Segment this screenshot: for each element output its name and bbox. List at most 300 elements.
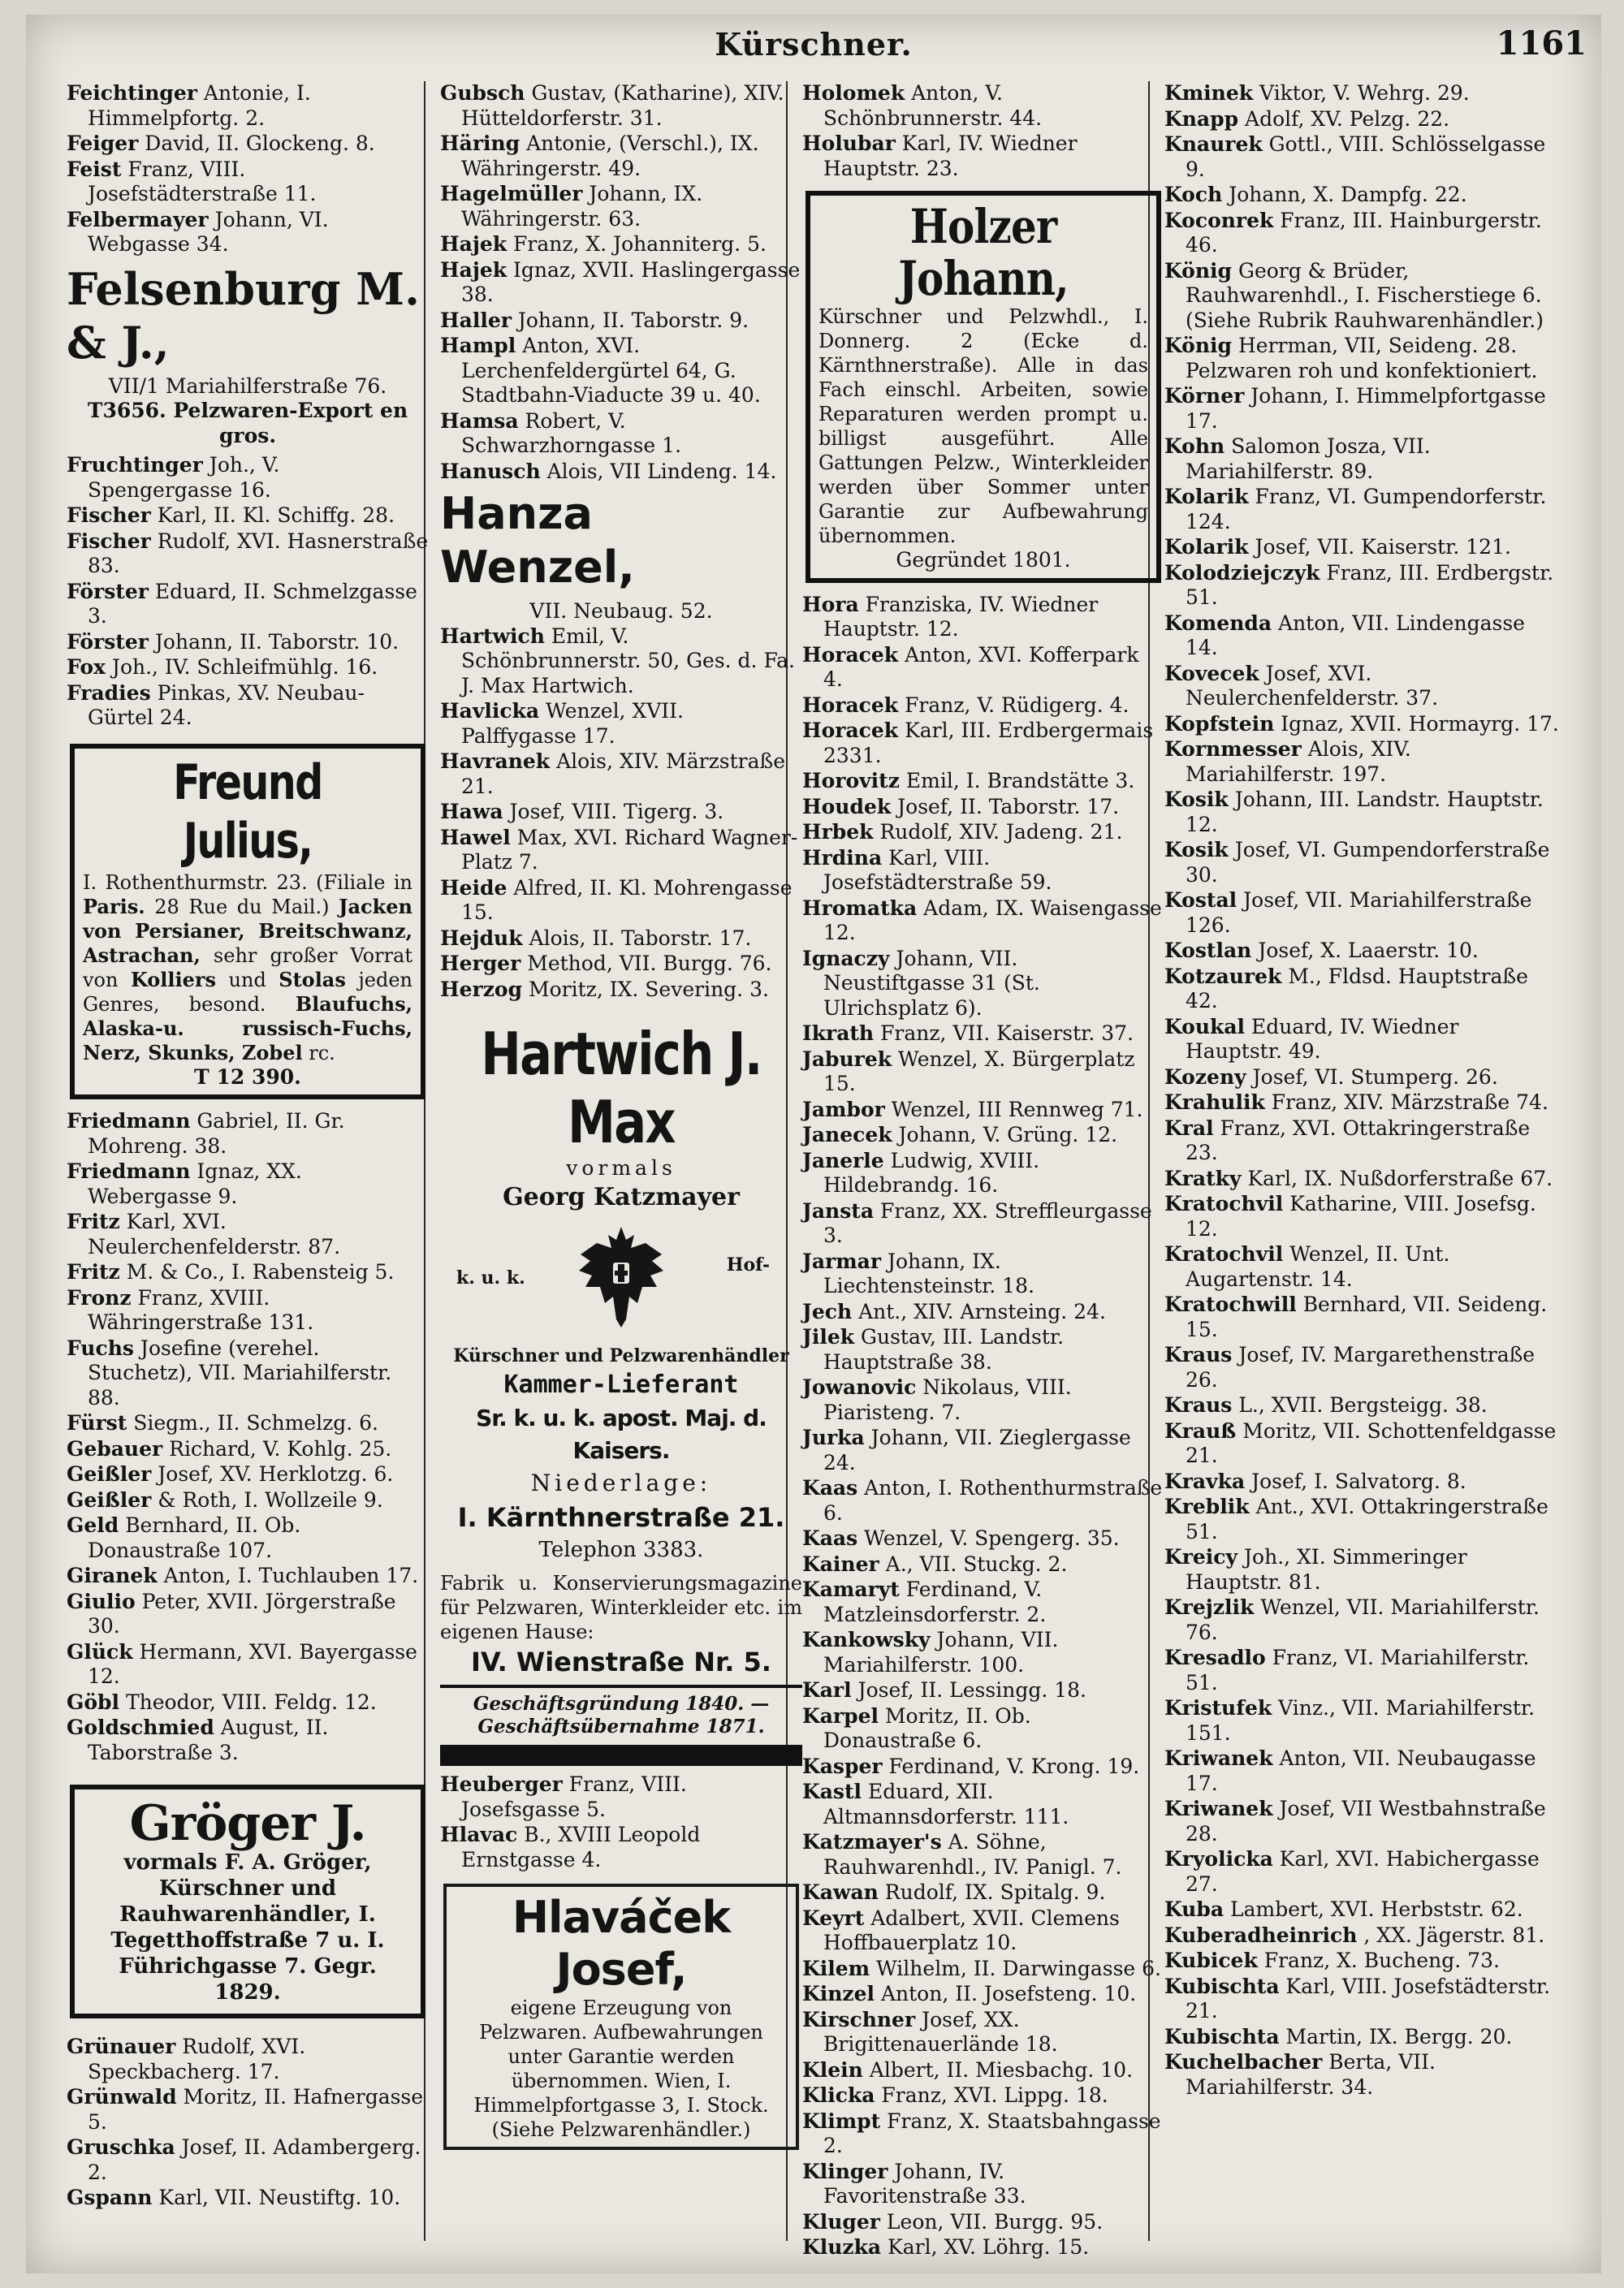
directory-entry [67,1564,429,1589]
entry-name: Katzmayer's [802,1830,942,1854]
entry-address: Karl, VIII. Josefstädterstraße 59. [823,845,1052,894]
entry-name: Grünwald [67,2085,177,2109]
entry-name: Hamsa [440,408,519,433]
entry-name: Kratochvil [1164,1242,1284,1266]
entry-name: Hrdina [802,845,883,870]
entry-name: Jech [802,1299,853,1323]
directory-entry [440,334,802,408]
directory-entry [67,1640,429,1690]
directory-entry [802,2109,1164,2159]
advert-factory: Fabrik u. Konservierungsmagazine für Pelzwaren, Winterkleider etc. im eigenen Hause: [440,1572,802,1643]
directory-entry [67,2186,429,2211]
entry-name: Horacek [802,693,899,717]
directory-entry [802,1755,1164,1780]
entry-list [67,453,429,731]
directory-entry [67,1690,429,1716]
entry-address: Karl, IV. Wiedner Hauptstr. 23. [823,132,1078,180]
directory-entry [67,158,429,207]
directory-entry [802,693,1164,719]
directory-entry [1164,1393,1561,1418]
entry-address: Lambert, XVI. Herbststr. 62. [1230,1897,1523,1921]
entry-address: B., XVIII Leopold Ernstgasse 4. [461,1823,701,1871]
entry-list [440,1772,802,1872]
directory-entry [1164,1167,1561,1192]
entry-name: Jambor [802,1097,885,1121]
entry-name: Jilek [802,1325,855,1349]
advert-title: Hartwich J. Max [481,1020,762,1156]
entry-name: Hrbek [802,820,874,844]
entry-list [67,81,429,257]
entry-name: Kravka [1164,1469,1246,1493]
entry-address: Josef, XV. Herklotzg. 6. [158,1462,394,1486]
directory-entry [440,926,802,952]
directory-entry [1164,259,1561,334]
entry-address: Franz, X. Staatsbahngasse 2. [823,2109,1161,2157]
directory-entry [1164,1646,1561,1695]
entry-address: Johann, IV. Favoritenstraße 33. [823,2159,1026,2208]
advert-factory-address: IV. Wienstraße Nr. 5. [471,1647,771,1677]
entry-address: Johann, II. Taborstr. 10. [154,629,400,654]
directory-entry [440,699,802,749]
entry-address: Josef, XX. Brigittenauerlände 18. [823,2007,1058,2056]
entry-name: Jurka [802,1426,865,1449]
advert-former-owner: Georg Katzmayer [503,1182,740,1211]
entry-name: Karl [802,1678,852,1702]
entry-name: Körner [1164,384,1245,408]
directory-entry [440,460,802,485]
directory-entry [802,719,1164,768]
directory-entry [802,1426,1164,1475]
entry-name: Hampl [440,334,516,357]
directory-entry [440,132,802,181]
directory-entry [440,978,802,1003]
advert-majesty: Sr. k. u. k. apost. Maj. d. Kaisers. [476,1405,767,1464]
entry-address: Rudolf, XIV. Jadeng. 21. [879,820,1123,844]
directory-entry [1164,434,1561,484]
entry-address: Anton, VII. Neubaugasse 17. [1186,1746,1536,1795]
entry-name: Kopfstein [1164,711,1275,736]
entry-name: Kaas [802,1476,858,1500]
column-1 [67,81,429,2212]
page-header [26,15,1601,73]
entry-name: Kluger [802,2209,880,2234]
directory-page [26,15,1601,2273]
entry-name: Kraus [1164,1343,1233,1366]
entry-address: Leon, VII. Burgg. 95. [886,2209,1104,2234]
directory-entry [1164,183,1561,208]
entry-address: Albert, II. Miesbachg. 10. [869,2057,1134,2082]
directory-entry [802,1250,1164,1299]
entry-name: Felbermayer [67,207,209,231]
directory-entry [440,800,802,825]
entry-name: Horacek [802,642,899,667]
entry-address: Rudolf, IX. Spitalg. 9. [884,1880,1106,1904]
entry-name: Jaburek [802,1047,892,1071]
entry-address: Josef, I. Salvatorg. 8. [1251,1469,1466,1493]
directory-entry [1164,611,1561,661]
entry-name: Förster [67,579,149,603]
directory-entry [802,2083,1164,2109]
entry-list [802,81,1164,181]
entry-address: A., VII. Stuckg. 2. [885,1552,1068,1576]
directory-entry [67,655,429,680]
entry-address: Max, XVI. Richard Wagner-Platz 7. [461,825,798,874]
hof-label: Hof- [726,1254,770,1276]
directory-entry [67,580,429,629]
entry-address: Franz, VIII. Josefstädterstraße 11. [88,157,317,205]
directory-entry [1164,1343,1561,1392]
entry-name: Goldschmied [67,1716,214,1739]
entry-address: Joh., XI. Simmeringer Hauptstr. 81. [1186,1545,1467,1594]
directory-entry [1164,1065,1561,1090]
entry-name: Ikrath [802,1021,875,1045]
directory-entry [802,1526,1164,1552]
entry-name: Karpel [802,1703,879,1728]
entry-address: Joh., V. Spengergasse 16. [88,453,280,502]
entry-name: König [1164,334,1233,357]
directory-entry [802,1678,1164,1703]
entry-name: Hajek [440,257,508,282]
entry-address: Bernhard, II. Ob. Donaustraße 107. [88,1513,301,1562]
advert-title: Freund Julius, [173,753,322,870]
advert-title: Gröger J. [129,1795,366,1852]
entry-name: Kubischta [1164,2024,1280,2048]
entry-address: Johann, III. Landstr. Hauptstr. 12. [1186,788,1544,836]
directory-entry [802,81,1164,131]
entry-address: Richard, V. Kohlg. 25. [169,1436,392,1461]
entry-name: Kubicek [1164,1949,1258,1972]
entry-address: August, II. Taborstraße 3. [88,1716,329,1764]
entry-address: Josefine (verehel. Stuchetz), VII. Mariahilferstr. 88. [88,1336,392,1409]
directory-entry [1164,1116,1561,1166]
double-eagle-crest-icon [572,1219,670,1332]
directory-entry [802,896,1164,946]
entry-address: Peter, XVII. Jörgerstraße 30. [88,1589,396,1638]
entry-address: Josef, VI. Stumperg. 26. [1252,1064,1498,1089]
directory-entry [802,643,1164,693]
entry-address: Franz, X. Johanniterg. 5. [513,232,767,256]
directory-entry [67,1109,429,1159]
entry-name: Feist [67,157,122,181]
entry-address: Anton, VII. Lindengasse 14. [1186,611,1525,659]
entry-name: Kratochvil [1164,1192,1284,1215]
directory-entry [1164,132,1561,182]
advert-title: Felsenburg M. & J., [67,262,420,369]
directory-entry [802,846,1164,896]
advert-founded: Geschäftsgründung 1840. — Geschäftsübernahme 1871. [473,1693,770,1738]
advert-phone: T 12 390. [194,1064,301,1089]
entry-name: Havranek [440,749,551,773]
entry-name: Hromatka [802,896,918,920]
advert-title: Hlaváček Josef, [512,1892,731,1995]
entry-name: Kreblik [1164,1495,1250,1518]
entry-name: Kozeny [1164,1064,1246,1089]
advert-hartwich [440,1020,802,1766]
directory-entry [802,1780,1164,1829]
entry-address: Karl, XV. Löhrg. 15. [888,2235,1090,2259]
entry-address: Salomon Josza, VII. Mariahilferstr. 89. [1186,434,1431,483]
entry-name: Janecek [802,1123,892,1146]
entry-name: Fischer [67,503,151,527]
entry-address: Nikolaus, VIII. Piaristeng. 7. [823,1375,1072,1424]
directory-entry [1164,384,1561,434]
directory-entry [1164,1242,1561,1292]
entry-address: Method, VII. Burgg. 76. [527,952,772,975]
entry-address: Herrman, VII, Seideng. 28. Pelzwaren roh und konfektioniert. [1186,334,1538,382]
directory-entry [1164,1470,1561,1495]
entry-address: Moritz, II. Hafnergasse 5. [88,2085,424,2134]
entry-name: Kilem [802,1956,870,1980]
advert-vormals: vormals [566,1156,676,1180]
entry-address: Johann, II. Taborstr. 9. [517,308,749,332]
directory-entry [802,795,1164,820]
directory-entry [440,876,802,926]
directory-entry [802,1880,1164,1906]
page-title: Kürschner. [715,26,913,63]
entry-address: Johann, IX. Währingerstr. 63. [461,182,703,231]
directory-entry [1164,965,1561,1014]
entry-address: Wenzel, II. Unt. Augartenstr. 14. [1186,1242,1450,1291]
advert-text: eigene Erzeugung von Pelzwaren. Aufbewahrungen unter Garantie werden übernommen. Wien, I. Himmelpfortgasse 3, I. Stock. (Siehe Pelzwarenhändler.) [473,1997,769,2141]
entry-name: Hawa [440,800,503,823]
directory-entry [802,1021,1164,1047]
entry-name: Krejzlik [1164,1595,1255,1619]
directory-entry [802,1704,1164,1754]
entry-address: Franz, XX. Streffleurgasse 3. [823,1198,1152,1247]
entry-name: Knapp [1164,106,1239,131]
entry-name: Hartwich [440,624,545,648]
entry-address: Wenzel, X. Bürgerplatz 15. [823,1047,1135,1095]
entry-name: Kolodziejczyk [1164,560,1320,585]
entry-address: Eduard, IV. Wiedner Hauptstr. 49. [1186,1014,1459,1063]
entry-address: Anton, I. Rothenthurmstraße 6. [823,1476,1163,1525]
entry-name: Feiger [67,132,139,155]
directory-entry [1164,1797,1561,1846]
directory-entry [802,1375,1164,1425]
directory-entry [1164,662,1561,711]
entry-address: Moritz, VII. Schottenfeldgasse 21. [1186,1418,1557,1467]
entry-address: Johann, VII. Neustiftgasse 31 (St. Ulrichsplatz 6). [823,946,1040,1020]
entry-address: Gustav, III. Landstr. Hauptstraße 38. [823,1325,1065,1374]
entry-address: Josef, VIII. Tigerg. 3. [509,800,724,823]
entry-address: Adam, IX. Waisengasse 12. [823,896,1162,944]
entry-name: Friedmann [67,1109,191,1133]
entry-name: Kotzaurek [1164,964,1282,988]
directory-entry [1164,1595,1561,1645]
entry-name: Janerle [802,1148,884,1172]
directory-entry [67,1590,429,1639]
directory-entry [440,749,802,799]
entry-name: Horovitz [802,769,900,792]
entry-address: Johann, VII. Zieglergasse 24. [823,1426,1131,1474]
divider [440,1685,802,1688]
entry-name: Kolarik [1164,485,1249,508]
advert-holzer [806,191,1161,583]
entry-address: Ant., XIV. Arnsteing. 24. [858,1299,1106,1323]
directory-entry [1164,888,1561,938]
entry-address: Robert, V. Schwarzhorngasse 1. [461,408,682,457]
directory-entry [1164,1545,1561,1595]
advert-hanza [440,487,802,624]
entry-address: Rudolf, XVI. Hasnerstraße 83. [88,529,429,577]
entry-name: Herzog [440,977,523,1001]
directory-entry [67,529,429,579]
entry-address: Josef, II. Taborstr. 17. [897,794,1120,818]
directory-entry [67,2085,429,2135]
directory-entry [1164,712,1561,737]
entry-name: Kuberadheinrich [1164,1923,1358,1947]
entry-address: Vinz., VII. Mariahilferstr. 151. [1186,1696,1535,1745]
entry-address: Georg & Brüder, Rauhwarenhdl., I. Fischerstiege 6. (Siehe Rubrik Rauhwarenhändler.) [1186,258,1544,332]
directory-entry [802,1047,1164,1097]
directory-entry [67,1411,429,1436]
entry-name: Gspann [67,2186,153,2209]
directory-entry [1164,1015,1561,1064]
entry-address: Josef, XVI. Neulerchenfelderstr. 37. [1186,661,1439,710]
directory-entry [1164,737,1561,787]
entry-name: Koch [1164,183,1223,206]
directory-entry [802,2235,1164,2260]
entry-address: M., Fldsd. Hauptstraße 42. [1186,964,1528,1012]
entry-address: Wenzel, V. Spengerg. 35. [864,1526,1120,1550]
entry-address: Anton, I. Tuchlauben 17. [163,1564,419,1587]
entry-address: Franz, VI. Mariahilferstr. 51. [1186,1646,1530,1694]
entry-address: Ignaz, XVII. Haslingergasse 38. [461,257,801,306]
entry-name: Kristufek [1164,1696,1272,1720]
entry-name: Klimpt [802,2109,881,2133]
entry-name: Fronz [67,1285,132,1310]
directory-entry [1164,334,1561,383]
directory-entry [1164,1975,1561,2024]
directory-entry [1164,485,1561,534]
entry-address: Gabriel, II. Gr. Mohreng. 38. [88,1109,345,1158]
entry-name: Kluzka [802,2235,882,2259]
entry-address: Berta, VII. Mariahilferstr. 34. [1186,2050,1436,2099]
directory-entry [1164,1419,1561,1469]
entry-name: Kirschner [802,2007,916,2031]
directory-entry [440,258,802,308]
entry-address: Antonie, (Verschl.), IX. Währingerstr. 49. [461,132,759,180]
entry-name: Hajek [440,232,508,256]
advert-crest-row [440,1214,802,1344]
entry-address: Joh., IV. Schleifmühlg. 16. [111,655,378,679]
directory-entry [802,947,1164,1021]
entry-address: Franz, XVI. Ottakringerstraße 23. [1186,1116,1531,1164]
directory-entry [440,409,802,459]
entry-name: Keyrt [802,1906,865,1930]
entry-name: Fradies [67,680,151,705]
entry-name: Kinzel [802,1982,875,2005]
advert-niederlage: Niederlage: [530,1470,712,1496]
entry-address: Wenzel, VII. Mariahilferstr. 76. [1186,1595,1540,1644]
entry-address: Johann, VII. Mariahilferstr. 100. [823,1628,1059,1677]
entry-address: Hermann, XVI. Bayergasse 12. [88,1639,417,1688]
entry-name: Fox [67,655,106,679]
entry-name: Holomek [802,81,905,105]
entry-address: Franz, VII. Kaiserstr. 37. [880,1021,1134,1045]
advert-shop-address: I. Kärnthnerstraße 21. [457,1502,785,1533]
entry-name: Klein [802,2057,863,2082]
directory-entry [67,1488,429,1513]
entry-address: Karl, XVI. Neulerchenfelderstr. 87. [88,1210,341,1258]
directory-entry [440,309,802,334]
entry-address: Anton, XVI. Kofferpark 4. [823,642,1139,691]
entry-name: Friedmann [67,1159,191,1183]
directory-entry [67,81,429,131]
directory-entry [1164,1192,1561,1241]
entry-name: Knaurek [1164,132,1263,156]
entry-name: Houdek [802,794,892,818]
entry-name: Grünauer [67,2035,176,2058]
entry-address: Alois, XIV. Märzstraße 21. [461,749,785,798]
entry-address: Emil, I. Brandstätte 3. [905,769,1135,792]
column-3 [802,81,1164,2261]
entry-address: Viktor, V. Wehrg. 29. [1259,81,1470,105]
entry-list [67,2035,429,2211]
advert-freund [70,744,425,1100]
directory-entry [802,1325,1164,1375]
entry-name: Feichtinger [67,81,197,105]
entry-name: Kuba [1164,1897,1224,1921]
entry-address: David, II. Glockeng. 8. [145,132,375,155]
entry-list [440,81,802,484]
directory-entry [67,2135,429,2185]
entry-name: Kovecek [1164,661,1259,685]
entry-address: Josef, VII Westbahnstraße 28. [1186,1797,1546,1846]
directory-entry [1164,209,1561,258]
entry-name: Kankowsky [802,1628,931,1651]
entry-address: Moritz, IX. Severing. 3. [529,977,769,1001]
entry-name: Geißler [67,1462,152,1486]
directory-entry [67,1286,429,1336]
directory-entry [1164,1897,1561,1923]
entry-name: Gruschka [67,2135,175,2159]
entry-name: Fruchtinger [67,453,203,477]
black-bar [440,1745,802,1766]
entry-address: Anton, V. Schönbrunnerstr. 44. [823,81,1043,130]
directory-entry [802,132,1164,181]
entry-address: Emil, V. Schönbrunnerstr. 50, Ges. d. Fa. J. Max Hartwich. [461,624,795,697]
directory-entry [1164,838,1561,887]
directory-entry [802,1476,1164,1526]
advert-title: Holzer Johann, [898,199,1069,306]
directory-entry [802,1982,1164,2007]
kuk-label: k. u. k. [456,1267,525,1289]
entry-name: Fuchs [67,1336,134,1360]
directory-entry [67,503,429,529]
entry-name: Kornmesser [1164,737,1302,761]
advert-telephone: Telephon 3383. [538,1538,704,1562]
directory-entry [440,952,802,977]
directory-entry [1164,1090,1561,1116]
entry-name: Hora [802,592,859,616]
entry-name: Kreicy [1164,1545,1238,1569]
directory-entry [1164,561,1561,611]
entry-name: Fischer [67,529,151,553]
entry-address: Ludwig, XVIII. Hildebrandg. 16. [823,1148,1040,1197]
directory-entry [802,1957,1164,1982]
entry-address: , XX. Jägerstr. 81. [1363,1923,1545,1947]
directory-entry [67,2035,429,2084]
directory-entry [1164,788,1561,837]
directory-entry [440,182,802,231]
entry-address: Josef, VII. Kaiserstr. 121. [1255,535,1511,559]
entry-name: Fritz [67,1210,120,1233]
directory-entry [1164,107,1561,132]
directory-entry [67,1336,429,1411]
entry-name: Hawel [440,825,511,849]
entry-address: Josef, IV. Margarethenstraße 26. [1186,1343,1535,1392]
